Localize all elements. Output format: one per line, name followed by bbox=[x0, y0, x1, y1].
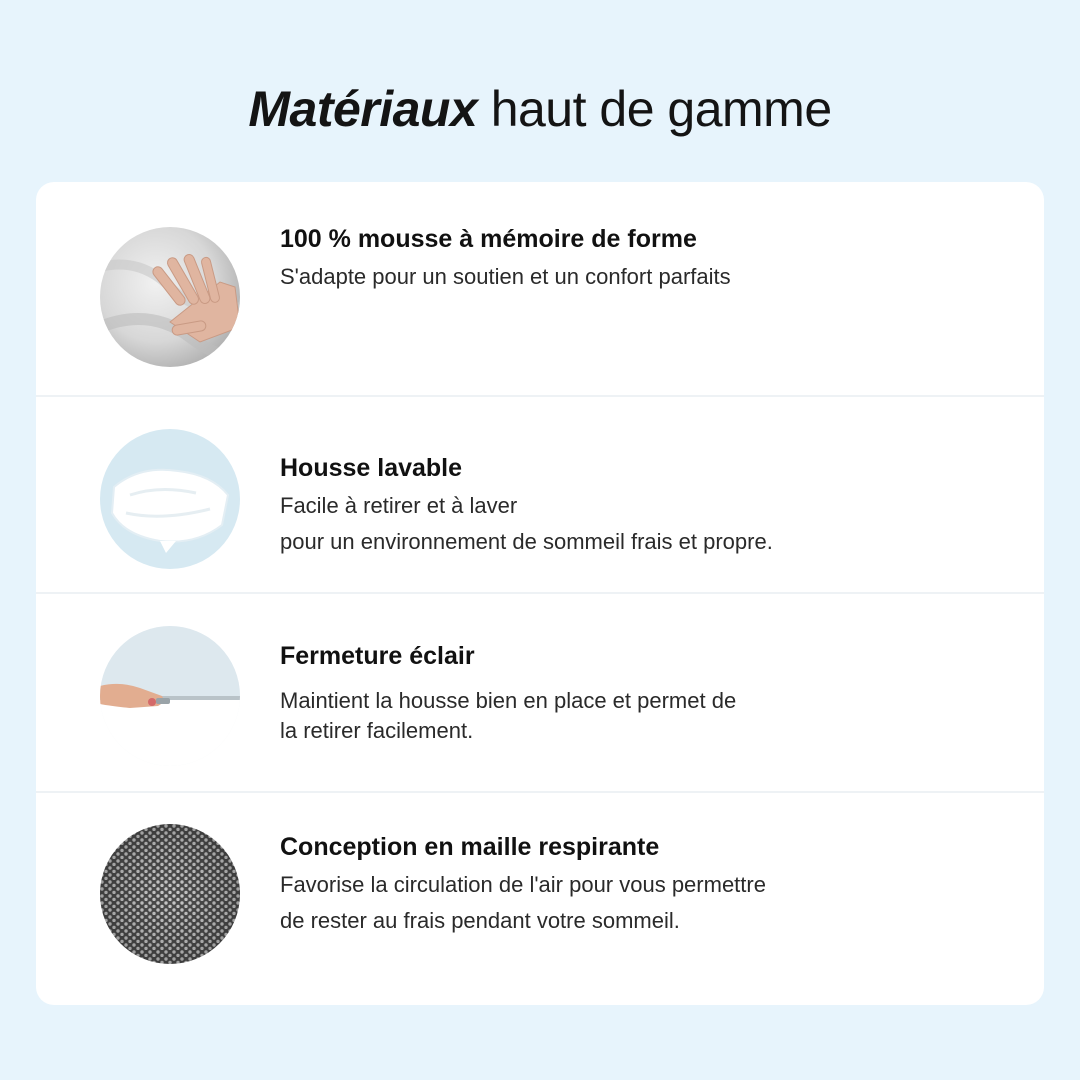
feature-title: Housse lavable bbox=[280, 454, 463, 482]
feature-description-line: la retirer facilement. bbox=[280, 718, 474, 743]
feature-title: 100 % mousse à mémoire de forme bbox=[280, 225, 697, 253]
feature-description-line: de rester au frais pendant votre sommeil. bbox=[280, 908, 680, 933]
page-title bbox=[0, 78, 1080, 140]
feature-text bbox=[280, 640, 1000, 746]
feature-description-line: Facile à retirer et à laver bbox=[280, 493, 518, 518]
feature-description-line: Maintient la housse bien en place et permet de bbox=[280, 688, 737, 713]
feature-title: Fermeture éclair bbox=[280, 642, 475, 670]
zipper-closure-image bbox=[100, 626, 240, 766]
feature-title: Conception en maille respirante bbox=[280, 833, 660, 861]
washable-cover-image bbox=[100, 429, 240, 569]
feature-row-mesh bbox=[36, 791, 1044, 1005]
feature-row-memory-foam bbox=[36, 182, 1044, 396]
page-title-rest: haut de gamme bbox=[477, 81, 832, 137]
feature-text bbox=[280, 223, 1000, 295]
feature-description-line: S'adapte pour un soutien et un confort parfaits bbox=[280, 264, 731, 289]
features-card bbox=[36, 182, 1044, 1005]
feature-row-washable-cover bbox=[36, 396, 1044, 592]
feature-description-line: Favorise la circulation de l'air pour vous permettre bbox=[280, 872, 766, 897]
breathable-mesh-image bbox=[100, 824, 240, 964]
feature-text bbox=[280, 452, 1000, 560]
memory-foam-hand-image bbox=[100, 227, 240, 367]
feature-description-line: pour un environnement de sommeil frais et propre. bbox=[280, 529, 773, 554]
feature-text bbox=[280, 831, 1000, 939]
page-title-emphasis: Matériaux bbox=[248, 81, 478, 137]
feature-row-zipper bbox=[36, 592, 1044, 791]
